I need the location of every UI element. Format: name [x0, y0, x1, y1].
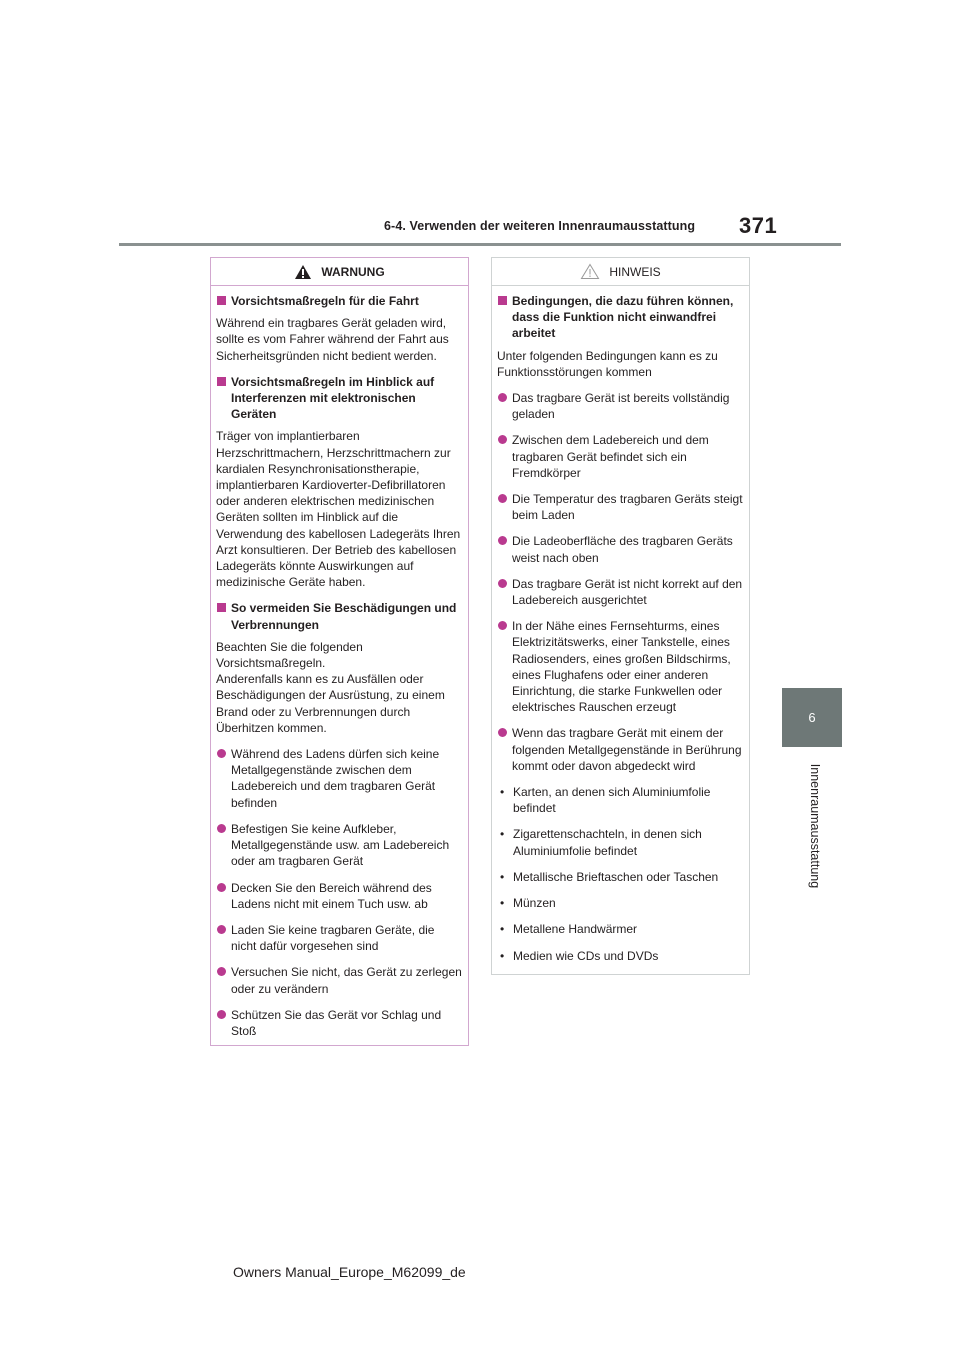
list-item: Decken Sie den Bereich während des Ladens nicht mit einem Tuch usw. ab: [216, 880, 462, 912]
sub-list-item: • Zigarettenschachteln, in denen sich Aluminiumfolie befindet: [500, 827, 702, 858]
round-bullet-icon: [217, 824, 226, 833]
round-bullet-icon: [217, 1010, 226, 1019]
chapter-number: 6: [808, 710, 816, 725]
sub-list-item: • Medien wie CDs und DVDs: [500, 948, 659, 963]
sub-list-item: • Karten, an denen sich Aluminiumfolie befindet: [500, 785, 711, 816]
warning-text-2: Träger von implantierbaren Herzschrittmachern, Herzschrittmachern zur kardialen Resynchronisationstherapie, implantierbaren Kardioverter-Defibrillatoren oder anderen elektrischen medizinischen Geräten sollten im Hinblick auf die Verwendung des kabellosen Ladegeräts Ihren Arzt konsultieren. Der Betrieb des kabellosen Ladegeräts könnte Auswirkungen auf medizinische Geräte haben.: [216, 429, 461, 590]
round-bullet-icon: [217, 883, 226, 892]
round-bullet-icon: [498, 435, 507, 444]
warning-triangle-icon: [294, 264, 312, 280]
list-item: Wenn das tragbare Gerät mit einem der folgenden Metallgegenstände in Berührung kommt oder davon abgedeckt wird: [497, 725, 743, 774]
chapter-label-text: Innenraumausstattung: [808, 763, 822, 889]
list-item: In der Nähe eines Fernsehturms, eines Elektrizitätswerks, einer Tankstelle, eines Radiosenders, eines großen Bildschirms, eines Flughafens oder einer anderen Einrichtung, die starke Funkwellen oder elektrisches Rauschen erzeugt: [497, 618, 743, 715]
list-item: Das tragbare Gerät ist nicht korrekt auf den Ladebereich ausgerichtet: [497, 576, 743, 608]
note-heading: Bedingungen, die dazu führen können, dass die Funktion nicht einwandfrei arbeitet: [497, 293, 743, 342]
section-title: 6-4. Verwenden der weiteren Innenraumausstattung: [384, 219, 696, 233]
warning-header: [211, 258, 468, 286]
warning-heading-1: Vorsichtsmaßregeln für die Fahrt: [216, 293, 462, 309]
footer-doc-id: Owners Manual_Europe_M62099_de: [233, 1264, 466, 1280]
square-bullet-icon: [217, 296, 226, 305]
warning-heading-3: So vermeiden Sie Beschädigungen und Verbrennungen: [216, 600, 462, 632]
list-item: Während des Ladens dürfen sich keine Metallgegenstände zwischen dem Ladebereich und dem tragbaren Gerät befinden: [216, 746, 462, 811]
list-item: Die Ladeoberfläche des tragbaren Geräts weist nach oben: [497, 533, 743, 565]
list-item: Versuchen Sie nicht, das Gerät zu zerlegen oder zu verändern: [216, 964, 462, 996]
sub-list-item: • Metallische Brieftaschen oder Taschen: [500, 869, 719, 884]
chapter-tab[interactable]: [782, 688, 842, 747]
chapter-label: [800, 757, 830, 897]
round-bullet-icon: [217, 749, 226, 758]
square-bullet-icon: [217, 603, 226, 612]
warning-text-1: Während ein tragbares Gerät geladen wird, sollte es vom Fahrer während der Fahrt aus Sicherheitsgründen nicht bedient werden.: [216, 316, 449, 363]
list-item: Die Temperatur des tragbaren Geräts steigt beim Laden: [497, 491, 743, 523]
warning-box: [210, 257, 469, 1046]
square-bullet-icon: [217, 377, 226, 386]
page-number: 371: [739, 213, 778, 238]
list-item: Schützen Sie das Gerät vor Schlag und Stoß: [216, 1007, 462, 1039]
note-title: HINWEIS: [609, 264, 661, 279]
warning-title: WARNUNG: [321, 264, 385, 279]
note-header: [492, 258, 749, 286]
warning-text-3: Beachten Sie die folgenden Vorsichtsmaßregeln.: [216, 639, 363, 671]
note-box: [491, 257, 750, 975]
round-bullet-icon: [217, 925, 226, 934]
list-item: Befestigen Sie keine Aufkleber, Metallgegenstände usw. am Ladebereich oder am tragbaren Gerät: [216, 821, 462, 870]
list-item: Das tragbare Gerät ist bereits vollständig geladen: [497, 390, 743, 422]
list-item: Zwischen dem Ladebereich und dem tragbaren Gerät befindet sich ein Fremdkörper: [497, 432, 743, 481]
list-item: Laden Sie keine tragbaren Geräte, die nicht dafür vorgesehen sind: [216, 922, 462, 954]
round-bullet-icon: [498, 393, 507, 402]
warning-text-3b: Anderenfalls kann es zu Ausfällen oder Beschädigungen der Ausrüstung, zu einem Brand oder zu Verbrennungen durch Überhitzen kommen.: [216, 672, 445, 735]
square-bullet-icon: [498, 296, 507, 305]
note-intro: Unter folgenden Bedingungen kann es zu Funktionsstörungen kommen: [497, 348, 718, 379]
round-bullet-icon: [217, 967, 226, 976]
round-bullet-icon: [498, 621, 507, 630]
sub-list-item: • Münzen: [500, 896, 556, 911]
round-bullet-icon: [498, 579, 507, 588]
round-bullet-icon: [498, 536, 507, 545]
warning-heading-2: Vorsichtsmaßregeln im Hinblick auf Interferenzen mit elektronischen Geräten: [216, 374, 462, 423]
sub-list-item: • Metallene Handwärmer: [500, 922, 638, 937]
caution-triangle-icon: [580, 263, 600, 280]
header-divider: [119, 243, 841, 246]
round-bullet-icon: [498, 494, 507, 503]
round-bullet-icon: [498, 728, 507, 737]
